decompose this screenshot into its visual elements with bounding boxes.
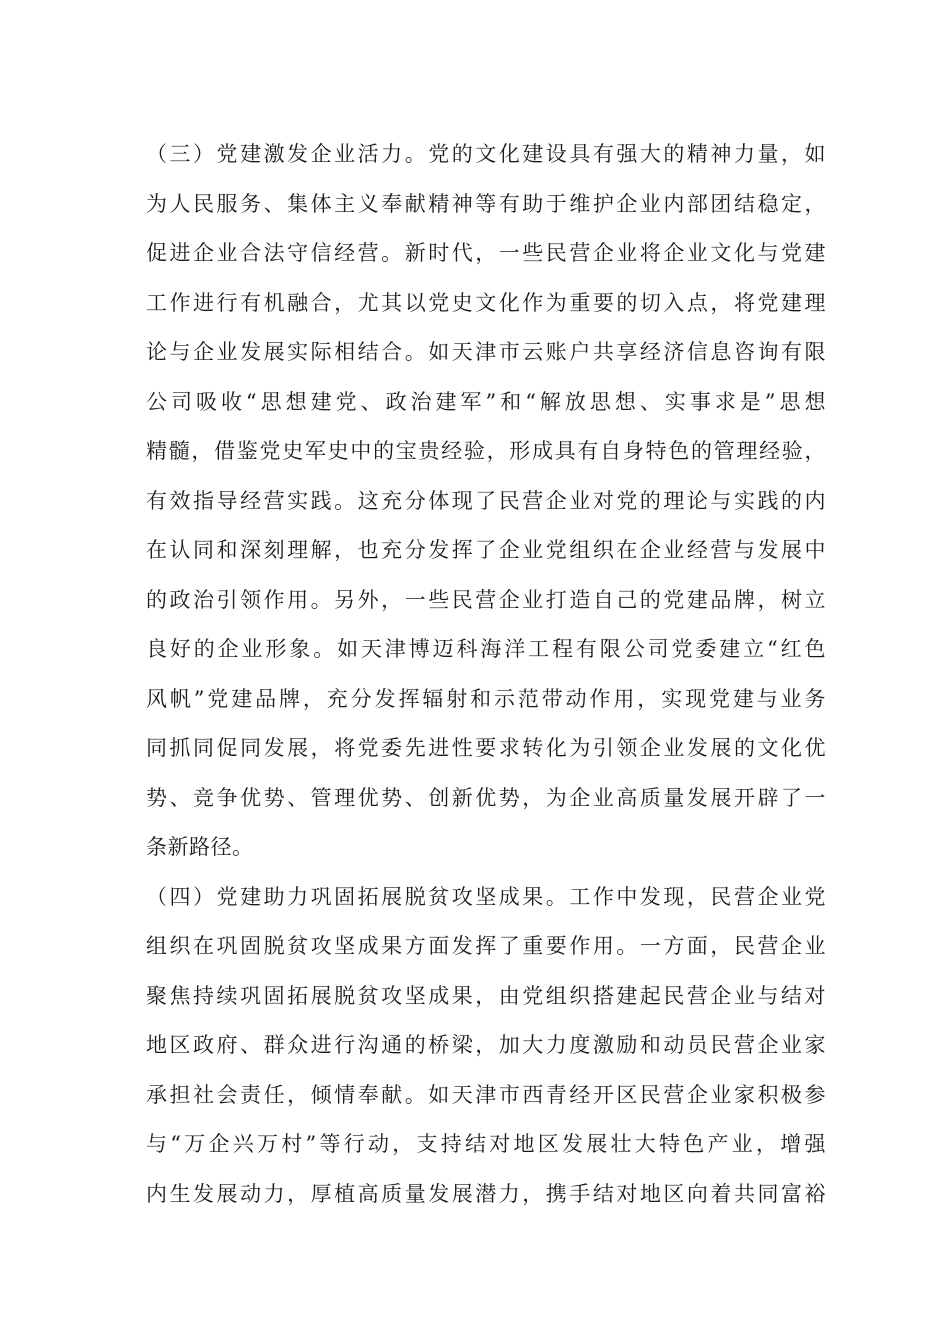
text-line: 论与企业发展实际相结合。如天津市云账户共享经济信息咨询有限 bbox=[146, 340, 826, 364]
text-line: 有效指导经营实践。这充分体现了民营企业对党的理论与实践的内 bbox=[146, 488, 826, 513]
text-line: 条新路径。 bbox=[146, 835, 254, 859]
text-line: 与“万企兴万村”等行动，支持结对地区发展壮大特色产业，增强 bbox=[146, 1132, 826, 1156]
text-line: 公司吸收“思想建党、政治建军”和“解放思想、实事求是”思想 bbox=[146, 389, 826, 414]
text-line: 地区政府、群众进行沟通的桥梁，加大力度激励和动员民营企业家 bbox=[146, 1033, 826, 1057]
text-line: 促进企业合法守信经营。新时代，一些民营企业将企业文化与党建 bbox=[146, 241, 826, 265]
text-line: （四）党建助力巩固拓展脱贫攻坚成果。工作中发现，民营企业党 bbox=[146, 884, 826, 909]
text-line: 的政治引领作用。另外，一些民营企业打造自己的党建品牌，树立 bbox=[146, 587, 826, 612]
text-line: 组织在巩固脱贫攻坚成果方面发挥了重要作用。一方面，民营企业 bbox=[146, 934, 826, 958]
text-line: 在认同和深刻理解，也充分发挥了企业党组织在企业经营与发展中 bbox=[146, 538, 826, 562]
text-line: 承担社会责任，倾情奉献。如天津市西青经开区民营企业家积极参 bbox=[146, 1082, 826, 1107]
text-line: 势、竞争优势、管理优势、创新优势，为企业高质量发展开辟了一 bbox=[146, 785, 826, 810]
text-line: 为人民服务、集体主义奉献精神等有助于维护企业内部团结稳定， bbox=[146, 191, 826, 216]
text-line: 风帆”党建品牌，充分发挥辐射和示范带动作用，实现党建与业务 bbox=[146, 686, 826, 711]
text-line: 内生发展动力，厚植高质量发展潜力，携手结对地区向着共同富裕 bbox=[146, 1181, 826, 1206]
text-line: （三）党建激发企业活力。党的文化建设具有强大的精神力量，如 bbox=[146, 142, 826, 166]
body-text bbox=[146, 130, 826, 1219]
text-line: 工作进行有机融合，尤其以党史文化作为重要的切入点，将党建理 bbox=[146, 290, 826, 315]
text-line: 同抓同促同发展，将党委先进性要求转化为引领企业发展的文化优 bbox=[146, 736, 826, 760]
text-line: 聚焦持续巩固拓展脱贫攻坚成果，由党组织搭建起民营企业与结对 bbox=[146, 983, 826, 1008]
text-line: 精髓，借鉴党史军史中的宝贵经验，形成具有自身特色的管理经验， bbox=[146, 439, 826, 463]
text-line: 良好的企业形象。如天津博迈科海洋工程有限公司党委建立“红色 bbox=[146, 637, 826, 661]
